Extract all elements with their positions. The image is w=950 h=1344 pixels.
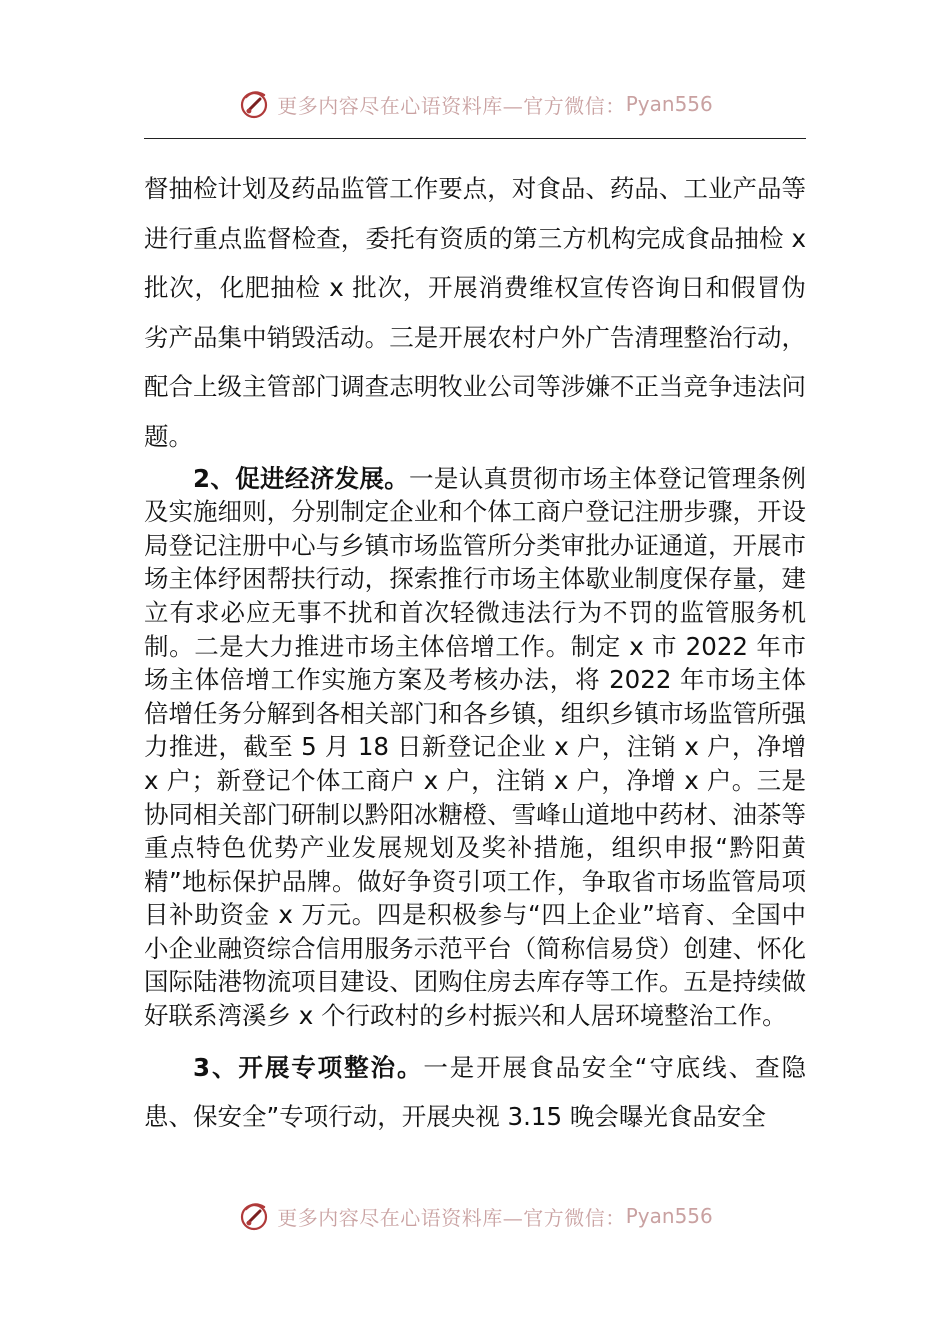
watermark-wechat-id: Pyan556 [625,92,713,116]
watermark-text: 更多内容尽在心语资料库—官方微信： [277,93,626,118]
paragraph-2-body: 一是认真贯彻市场主体登记管理条例及实施细则，分别制定企业和个体工商户登记注册步骤，开设局登记注册中心与乡镇市场监管所分类审批办证通道，开展市场主体纾困帮扶行动，探索推行市场主体歇业制度保存量，建立有求必应无事不扰和首次轻微违法行为不罚的监管服务机制。二是大力推进市场主体倍增工作。制定 x 市 2022 年市场主体倍增工作实施方案及考核办法，将 2022 年市场主体倍增任务分解到各相关部门和各乡镇，组织乡镇市场监管所强力推进，截至 5 月 18 日新登记企业 x 户，注销 x 户，净增 x 户；新登记个体工商户 x 户，注销 x 户，净增 x 户。三是协同相关部门研制以黔阳冰糖橙、雪峰山道地中药材、油茶等重点特色优势产业发展规划及奖补措施，组织申报“黔阳黄精”地标保护品牌。做好争资引项工作，争取省市场监管局项目补助资金 x 万元。四是积极参与“四上企业”培育、全国中小企业融资综合信用服务示范平台（简称信易贷）创建、怀化国际陆港物流项目建设、团购住房去库存等工作。五是持续做好联系湾溪乡 x 个行政村的乡村振兴和人居环境整治工作。 [144,463,807,1031]
brush-logo-icon [237,1199,271,1233]
watermark-text: 更多内容尽在心语资料库—官方微信： [277,1205,626,1230]
document-body [144,164,806,1142]
header-watermark [0,84,950,124]
brush-logo-icon [237,87,271,121]
paragraph-2-heading: 2、促进经济发展。 [193,463,410,493]
watermark-wechat-id: Pyan556 [625,1204,713,1228]
paragraph-2 [144,462,806,1033]
paragraph-3 [144,1043,806,1142]
footer-watermark [0,1196,950,1236]
paragraph-3-heading: 3、开展专项整治。 [193,1052,424,1082]
header-divider [144,138,806,139]
paragraph-3-body: 一是开展食品安全“守底线、查隐患、保安全”专项行动，开展央视 3.15 晚会曝光食品安全 [144,1052,807,1132]
paragraph-1: 督抽检计划及药品监管工作要点，对食品、药品、工业产品等进行重点监督检查，委托有资质的第三方机构完成食品抽检 x 批次，化肥抽检 x 批次，开展消费维权宣传咨询日和假冒伪劣产品集中销毁活动。三是开展农村户外广告清理整治行动，配合上级主管部门调查志明牧业公司等涉嫌不正当竞争违法问题。 [144,174,806,451]
